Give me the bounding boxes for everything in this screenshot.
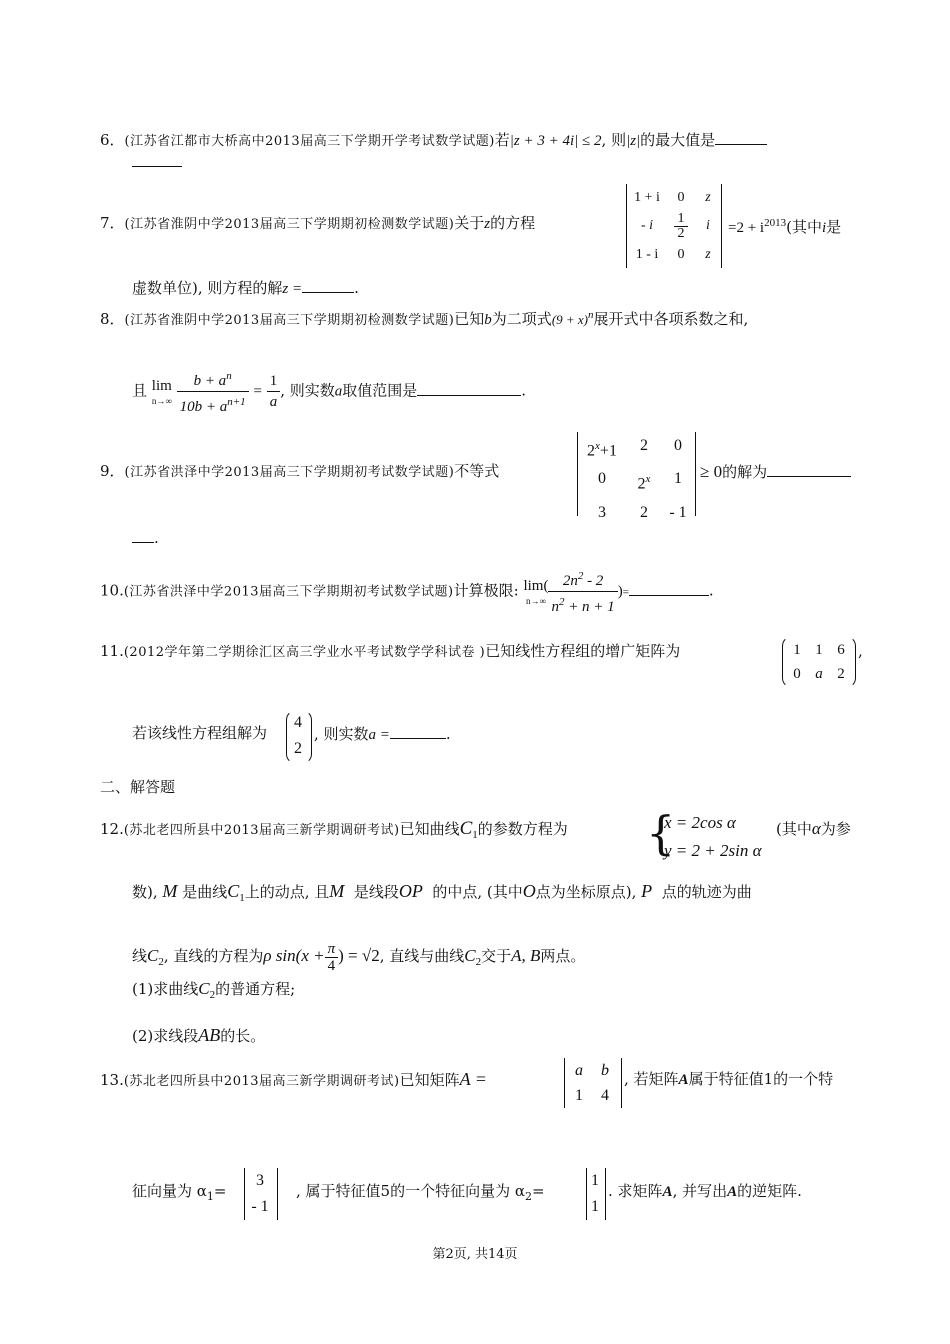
equation-text: x = 2cos α: [664, 813, 736, 832]
question-text: 交于: [481, 947, 512, 965]
question-source: (苏北老四所县中2013届高三新学期调研考试): [123, 823, 400, 838]
equals-sign: =: [213, 1182, 227, 1200]
equals-sign: =: [531, 1182, 545, 1200]
math-variable: A: [678, 1072, 689, 1088]
matrix-entry: - 1: [669, 503, 687, 521]
math-exponent: x: [645, 473, 651, 486]
question-text: 的最大值是: [640, 131, 716, 149]
limit-operator: [523, 577, 548, 607]
question-text: 已知: [454, 310, 485, 328]
matrix-A-entries: [566, 1058, 618, 1108]
limit-operator: [152, 377, 172, 407]
question-source: (江苏省江都市大桥高中2013届高三下学期开学考试数学试题): [124, 134, 495, 149]
answer-blank-continued: [132, 150, 182, 173]
question-text: 已知线性方程组的增广矩阵为: [485, 642, 681, 660]
question-7: [100, 212, 535, 236]
matrix-entry: 1 + i: [634, 190, 660, 205]
question-11-tail: [314, 722, 451, 746]
math-variable: OP: [398, 881, 423, 901]
vector-entry: 1: [591, 1172, 599, 1189]
matrix-entry: 0: [598, 470, 606, 488]
question-9-rhs: [700, 460, 851, 483]
period: .: [354, 279, 359, 297]
question-12-line2: [132, 880, 752, 909]
question-text: 的逆矩阵.: [737, 1182, 802, 1200]
question-8-line2: [132, 366, 526, 417]
denominator-text: 10b + a: [179, 399, 228, 415]
answer-blank: [132, 526, 154, 543]
eigenvector-1-entries: [246, 1168, 274, 1220]
question-text: 两点。: [540, 947, 586, 965]
math-variable: C: [464, 946, 476, 965]
math-variable: b: [484, 312, 492, 328]
answer-blank: [629, 579, 709, 596]
math-variable: M: [162, 881, 178, 901]
math-variable: C: [198, 979, 210, 998]
matrix-entry: [580, 432, 624, 465]
answer-blank: [417, 379, 521, 396]
question-source: (江苏省洪泽中学2013届高三下学期期初考试数学试题): [124, 465, 455, 480]
pi-over-four: [325, 941, 339, 974]
system-brace: {: [646, 806, 676, 860]
math-exponent: n: [588, 309, 594, 321]
math-variable: M: [329, 881, 345, 901]
math-variable: a: [334, 383, 343, 400]
question-text: . 求矩阵: [608, 1182, 663, 1200]
question-text: 点的轨迹为曲: [661, 883, 752, 901]
question-9-line2: [132, 526, 159, 549]
question-text: 的解为: [722, 463, 768, 481]
question-text: 为二项式: [491, 310, 552, 328]
question-12-part1: [132, 978, 295, 1006]
question-7-line2: [132, 276, 359, 300]
math-variable: A: [662, 1184, 673, 1200]
question-source: (2012学年第二学期徐汇区高三学业水平考试数学学科试卷 ): [123, 645, 486, 660]
numerator-text: b + a: [193, 373, 227, 389]
question-source: (江苏省淮阴中学2013届高三下学期期初检测数学试题): [124, 217, 455, 232]
question-text: 为参: [820, 820, 851, 838]
question-text: 的普通方程;: [215, 980, 296, 998]
augmented-matrix-entries: [786, 638, 852, 686]
math-exponent: n+1: [227, 396, 246, 408]
fraction-numerator: [548, 566, 617, 592]
period: .: [154, 529, 159, 547]
solution-vector-entries: [288, 710, 308, 762]
math-expression: ≥ 0: [700, 462, 723, 481]
question-text: 取值范围是: [342, 381, 418, 400]
matrix-entry: z: [705, 190, 711, 205]
matrix-entry: a: [815, 666, 823, 682]
numerator-text: 2n: [562, 573, 578, 589]
fraction-half: [666, 212, 696, 241]
section-title: 二、解答题: [100, 778, 176, 796]
matrix-entry: i: [706, 218, 710, 233]
question-source: (江苏省洪泽中学2013届高三下学期期初考试数学试题): [123, 584, 454, 600]
math-expression: ρ sin(x +: [263, 946, 325, 965]
matrix-entry: 1: [793, 642, 801, 658]
comma: ,: [858, 642, 863, 660]
matrix-entry: 3: [598, 503, 606, 521]
matrix-entry: 0: [674, 437, 682, 454]
eigenvector-2-entries: [587, 1168, 603, 1220]
matrix-entry: 1 - i: [635, 247, 659, 262]
vector-entry: 4: [294, 714, 302, 731]
limit-word: lim: [151, 377, 172, 394]
question-text: 的方程: [490, 214, 536, 232]
limit-subscript: n→∞: [525, 595, 546, 606]
question-text: , 直线的方程为: [163, 947, 264, 965]
fraction-numerator: 1: [267, 371, 281, 392]
question-text: 的长。: [220, 1027, 266, 1045]
question-text: 的参数方程为: [477, 820, 568, 838]
question-13-line2: [132, 1180, 226, 1208]
matrix-entry: 4: [601, 1087, 609, 1104]
math-exponent: n: [226, 370, 232, 382]
math-expression: |z|: [626, 133, 641, 149]
base: 2: [637, 475, 646, 493]
matrix-entry: a: [575, 1062, 583, 1079]
fraction-denominator: [177, 392, 249, 417]
matrix-entry: 6: [837, 642, 845, 658]
question-10: [100, 566, 714, 617]
base: 2: [587, 442, 596, 460]
math-expression: z =: [282, 281, 303, 297]
math-exponent: 2013: [764, 217, 787, 229]
question-text: , 则: [601, 131, 627, 149]
question-text: (其中: [786, 218, 822, 236]
question-12-line3: [132, 936, 585, 982]
question-11: [100, 640, 680, 664]
limit-fraction: [548, 566, 617, 617]
question-text: 不等式: [454, 462, 500, 480]
question-text: 是: [826, 218, 842, 236]
math-variable: A, B: [511, 946, 541, 965]
question-text: 征向量为 α: [132, 1182, 207, 1200]
fraction-numerator: [177, 366, 249, 392]
answer-blank: [715, 128, 767, 145]
denominator-tail: + n + 1: [564, 599, 615, 615]
question-8: [100, 304, 748, 332]
vector-entry: - 1: [251, 1198, 269, 1215]
math-expression: A =: [459, 1069, 487, 1089]
question-text: 关于: [454, 214, 485, 232]
math-subscript: 2: [475, 956, 482, 968]
question-text: , 直线与曲线: [379, 947, 465, 965]
fraction-denominator: 4: [327, 957, 336, 974]
question-number: 9．: [100, 462, 125, 480]
fraction-numerator: π: [325, 941, 339, 958]
determinant-q7-entries: [628, 184, 720, 269]
question-11-comma: [858, 640, 863, 662]
question-text: 虚数单位), 则方程的解: [132, 279, 283, 297]
math-exponent: 2: [577, 570, 584, 582]
question-7-rhs: [728, 212, 841, 239]
matrix-entry: 1: [674, 470, 682, 488]
math-subscript: 1: [239, 892, 245, 904]
question-number: 13.: [100, 1071, 124, 1089]
question-12-tail: [776, 818, 851, 840]
question-text: 计算极限:: [453, 581, 519, 600]
question-text: (其中: [776, 820, 812, 838]
question-text: 线: [132, 947, 148, 965]
math-variable: α: [811, 819, 821, 838]
denominator-text: n: [551, 599, 559, 615]
parametric-eq-y: [664, 840, 762, 862]
question-number: 8．: [100, 310, 125, 328]
math-exponent: 2: [558, 596, 565, 608]
vector-entry: 3: [256, 1172, 264, 1189]
question-text: , 属于特征值5的一个特征向量为 α: [296, 1182, 525, 1200]
matrix-entry: 2: [640, 503, 648, 521]
question-number: 7．: [100, 214, 125, 232]
matrix-entry: z: [705, 247, 711, 262]
math-variable: z: [484, 216, 491, 232]
math-subscript: 1: [206, 1190, 214, 1203]
answer-blank: [302, 276, 354, 293]
question-13: [100, 1068, 487, 1093]
math-subscript: 1: [472, 829, 478, 841]
question-text: 的中点, (其中: [432, 883, 523, 901]
math-expression: |z + 3 + 4i| ≤ 2: [509, 133, 602, 149]
math-variable: i: [821, 220, 827, 236]
math-variable: C: [227, 881, 240, 901]
question-text: , 则实数: [314, 725, 369, 743]
equation-text: y = 2 + 2sin α: [664, 841, 762, 860]
matrix-entry: 0: [677, 247, 685, 262]
question-6: [100, 128, 767, 153]
question-13-line2-mid: [296, 1180, 545, 1208]
math-variable: C: [459, 818, 473, 839]
math-subscript: 2: [524, 1190, 532, 1203]
addend: +1: [599, 442, 617, 460]
question-text: , 并写出: [672, 1182, 728, 1200]
question-text: 数),: [132, 883, 158, 901]
question-source: (苏北老四所县中2013届高三新学期调研考试): [123, 1074, 400, 1089]
period: .: [445, 725, 451, 743]
matrix-entry: 0: [793, 666, 801, 682]
determinant-q9-entries: [580, 432, 692, 527]
matrix-entry: 1: [575, 1087, 583, 1104]
close-paren: ): [617, 583, 623, 600]
question-text: , 则实数: [280, 381, 335, 400]
math-variable: P: [641, 881, 653, 901]
question-text: 已知矩阵: [399, 1071, 460, 1089]
question-text: (1)求曲线: [132, 980, 199, 998]
question-13-line2-end: [608, 1180, 802, 1203]
answer-blank: [132, 150, 182, 167]
question-11-line2: [132, 722, 267, 744]
question-text: 点为坐标原点),: [535, 883, 637, 901]
vector-entry: 2: [294, 740, 302, 757]
question-text: 是曲线: [182, 883, 228, 901]
math-variable: C: [147, 946, 159, 965]
math-variable: O: [522, 881, 536, 901]
period: .: [708, 581, 714, 600]
question-text: 若该线性方程组解为: [132, 724, 268, 742]
question-source: (江苏省淮阴中学2013届高三下学期期初检测数学试题): [124, 313, 455, 328]
matrix-entry: 1: [815, 642, 823, 658]
question-text: 属于特征值1的一个特: [688, 1070, 834, 1088]
math-subscript: 2: [158, 956, 164, 968]
question-9: [100, 460, 499, 484]
math-variable: A: [727, 1184, 738, 1200]
math-subscript: 2: [209, 989, 216, 1001]
question-number: 6．: [100, 131, 125, 149]
period: .: [521, 381, 527, 400]
question-text: 展开式中各项系数之和,: [593, 310, 749, 328]
result-fraction: [267, 371, 281, 412]
math-expression: (9 + x): [551, 312, 589, 327]
question-text: , 若矩阵: [624, 1070, 679, 1088]
question-text: 且: [132, 381, 148, 400]
section-heading: [100, 776, 175, 798]
page-number: 第2页, 共14页: [432, 1247, 518, 1262]
matrix-entry: [624, 465, 664, 498]
limit-fraction: [177, 366, 249, 417]
question-number: 11.: [100, 642, 124, 660]
matrix-entry: 2: [640, 437, 648, 454]
question-12: [100, 818, 568, 846]
equals-sign: =: [253, 383, 262, 400]
fraction-denominator: [548, 592, 617, 617]
math-exponent: x: [595, 440, 600, 452]
answer-blank: [390, 722, 446, 739]
question-text: 上的动点, 且: [244, 883, 330, 901]
limit-subscript: n→∞: [151, 395, 172, 406]
parametric-eq-x: [664, 812, 736, 834]
matrix-entry: 2: [837, 666, 845, 682]
limit-word: lim(: [523, 577, 549, 594]
fraction-denominator: a: [269, 394, 278, 410]
matrix-entry: - i: [640, 218, 654, 233]
math-expression: ) = √2: [338, 946, 380, 965]
math-expression: =2 + i: [728, 220, 765, 236]
question-number: 12.: [100, 820, 124, 838]
matrix-entry: 0: [677, 190, 685, 205]
answer-blank: [767, 460, 851, 477]
fraction-denominator: 2: [677, 226, 685, 241]
question-text: 是线段: [353, 883, 399, 901]
question-text: (2)求线段: [132, 1027, 199, 1045]
equals-sign: =: [622, 586, 629, 599]
vector-entry: 1: [591, 1198, 599, 1215]
math-expression: a =: [368, 727, 390, 743]
question-13-tail: [624, 1068, 833, 1091]
numerator-tail: - 2: [583, 573, 604, 589]
fraction-numerator: 1: [674, 212, 688, 227]
question-12-part2: [132, 1024, 265, 1047]
matrix-entry: b: [601, 1062, 609, 1079]
question-number: 10.: [100, 581, 124, 600]
math-variable: AB: [198, 1025, 221, 1045]
question-text: 若: [494, 131, 510, 149]
page-footer: [0, 1244, 950, 1266]
question-text: 已知曲线: [399, 820, 460, 838]
